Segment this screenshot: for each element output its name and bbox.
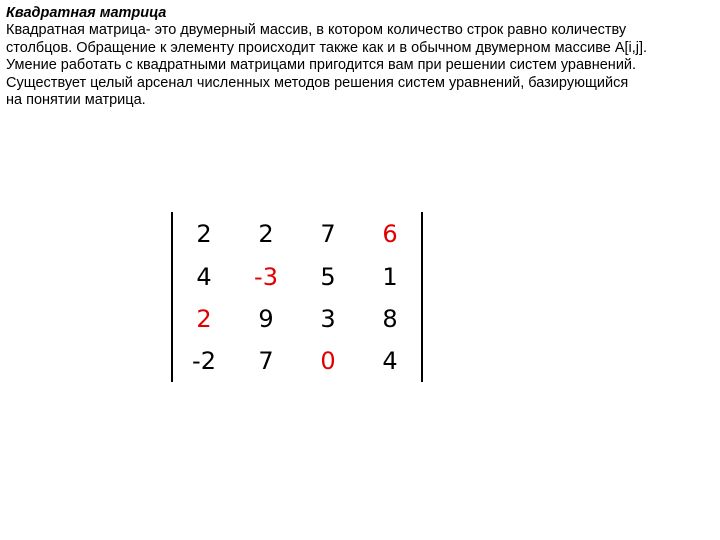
matrix-cell: 2 <box>258 220 274 248</box>
matrix-cell: 4 <box>382 347 398 375</box>
page-title: Квадратная матрица <box>6 5 167 21</box>
square-matrix <box>171 212 423 382</box>
matrix-cell: 3 <box>320 305 336 333</box>
paragraph-line: на понятии матрица. <box>6 92 146 108</box>
paragraph-line: столбцов. Обращение к элементу происходит также как и в обычном двумерном массиве A[i,j]. <box>6 39 648 56</box>
paragraph-line: Квадратная матрица- это двумерный массив, в котором количество строк равно количеству <box>6 22 627 38</box>
description-paragraph <box>6 22 718 110</box>
matrix-row <box>173 340 421 382</box>
matrix-row <box>173 298 421 340</box>
matrix-row <box>173 212 421 256</box>
matrix-cell: 9 <box>258 305 274 333</box>
matrix-cell: 8 <box>382 305 398 333</box>
matrix-cell: 6 <box>382 220 398 248</box>
matrix-cell: -3 <box>254 263 278 291</box>
matrix-cell: 1 <box>382 263 398 291</box>
paragraph-line: Существует целый арсенал численных методов решения систем уравнений, базирующийся <box>6 74 629 91</box>
matrix-cell: 4 <box>196 263 212 291</box>
matrix-cell: 5 <box>320 263 336 291</box>
matrix-cell: 0 <box>320 347 336 375</box>
matrix-cell: 7 <box>258 347 274 375</box>
matrix-row <box>173 256 421 298</box>
matrix-cell: 2 <box>196 305 212 333</box>
matrix-cell: -2 <box>192 347 216 375</box>
matrix-cell: 2 <box>196 220 212 248</box>
paragraph-line: Умение работать с квадратными матрицами пригодится вам при решении систем уравнений. <box>6 57 637 73</box>
matrix-cell: 7 <box>320 220 336 248</box>
